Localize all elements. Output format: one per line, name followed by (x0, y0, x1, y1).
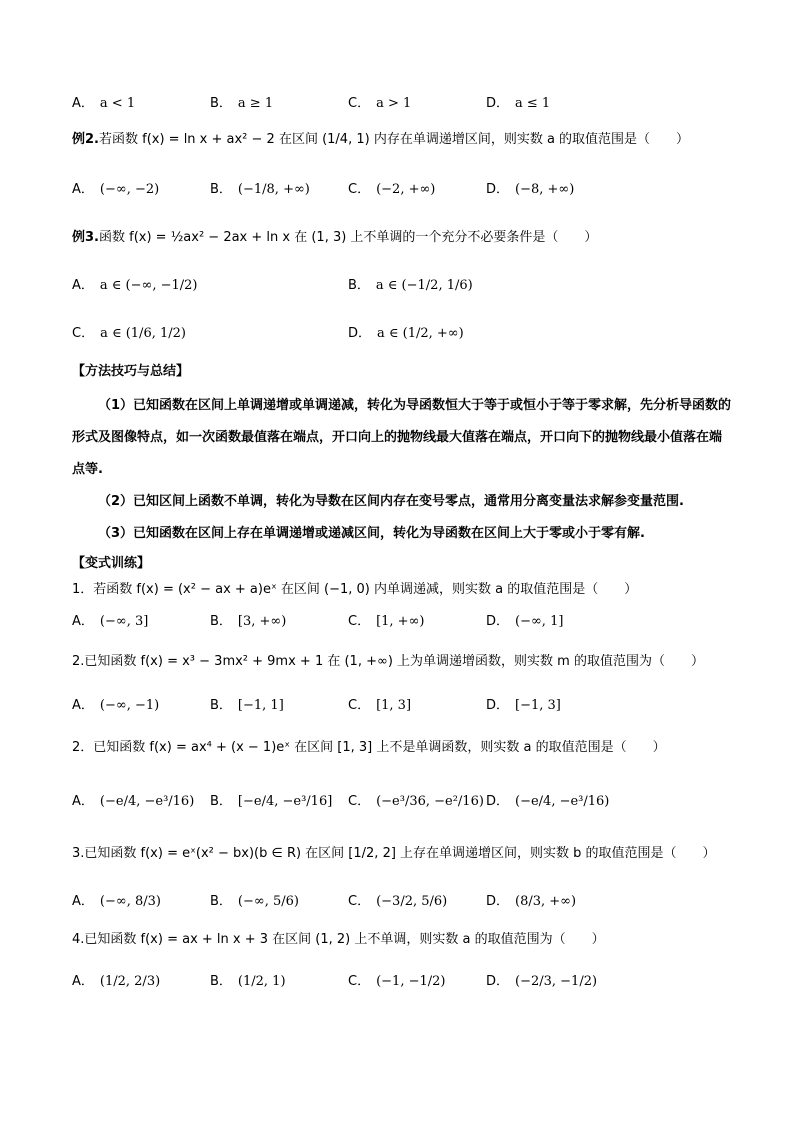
methods-paragraph-2: （2）已知区间上函数不单调，转化为导数在区间内存在变号零点，通常用分离变量法求解参变量范围. (98, 494, 684, 509)
option-c: C． (−1, −1/2) (348, 974, 446, 989)
practice-q2b-stem: 2．已知函数 f(x) = ax⁴ + (x − 1)eˣ 在区间 [1, 3] 上不是单调函数，则实数 a 的取值范围是（ ） (72, 740, 666, 755)
option-c: C． a > 1 (348, 96, 412, 111)
option-a: A． a ∈ (−∞, −1/2) (72, 278, 198, 293)
practice-q4-stem: 4.已知函数 f(x) = ax + ln x + 3 在区间 (1, 2) 上不单调，则实数 a 的取值范围为（ ） (72, 932, 605, 947)
option-a: A． (−e/4, −e³/16) (72, 794, 195, 809)
option-b: B． [−1, 1] (210, 698, 284, 713)
option-b: B． (1/2, 1) (210, 974, 286, 989)
option-c: C． (−2, +∞) (348, 182, 436, 197)
option-b: B． (−1/8, +∞) (210, 182, 310, 197)
option-a: A． (−∞, 3] (72, 614, 149, 629)
option-a: A． a < 1 (72, 96, 136, 111)
option-a: A． (−∞, 8/3) (72, 894, 161, 909)
example-3-stem: 例3.函数 f(x) = ½ax² − 2ax + ln x 在 (1, 3) 上不单调的一个充分不必要条件是（ ） (72, 230, 598, 245)
option-d: D． (8/3, +∞) (486, 894, 577, 909)
option-d: D． [−1, 3] (486, 698, 561, 713)
option-c: C． (−3/2, 5/6) (348, 894, 448, 909)
option-a: A． (−∞, −2) (72, 182, 160, 197)
option-d: D． (−8, +∞) (486, 182, 575, 197)
option-d: D． a ≤ 1 (486, 96, 551, 111)
methods-paragraph-3: （3）已知函数在区间上存在单调递增或递减区间，转化为导函数在区间上大于零或小于零有解. (98, 526, 645, 541)
option-d: D． (−2/3, −1/2) (486, 974, 598, 989)
option-b: B． a ∈ (−1/2, 1/6) (348, 278, 473, 293)
option-d: D． (−∞, 1] (486, 614, 564, 629)
option-c: C． (−e³/36, −e²/16) (348, 794, 484, 809)
methods-paragraph-1: （1）已知函数在区间上单调递增或单调递减，转化为导函数恒大于等于或恒小于等于零求解，先分析导函数的形式及图像特点，如一次函数最值落在端点，开口向上的抛物线最大值落在端点，开口向下的抛物线最小值落在端点等. (72, 398, 732, 477)
option-c: C． [1, +∞) (348, 614, 425, 629)
option-a: A． (−∞, −1) (72, 698, 160, 713)
methods-heading: 【方法技巧与总结】 (72, 364, 190, 379)
option-b: B． [−e/4, −e³/16] (210, 794, 333, 809)
practice-q2a-stem: 2.已知函数 f(x) = x³ − 3mx² + 9mx + 1 在 (1, +∞) 上为单调递增函数，则实数 m 的取值范围为（ ） (72, 654, 704, 669)
practice-q1-stem: 1．若函数 f(x) = (x² − ax + a)eˣ 在区间 (−1, 0) 内单调递减，则实数 a 的取值范围是（ ） (72, 582, 638, 597)
option-a: A． (1/2, 2/3) (72, 974, 161, 989)
practice-q3-stem: 3.已知函数 f(x) = eˣ(x² − bx)(b ∈ R) 在区间 [1/2, 2] 上存在单调递增区间，则实数 b 的取值范围是（ ） (72, 846, 716, 861)
option-c: C． [1, 3] (348, 698, 412, 713)
option-b: B． (−∞, 5/6) (210, 894, 299, 909)
practice-heading: 【变式训练】 (72, 556, 151, 571)
option-b: B． a ≥ 1 (210, 96, 274, 111)
example-2-stem: 例2.若函数 f(x) = ln x + ax² − 2 在区间 (1/4, 1) 内存在单调递增区间，则实数 a 的取值范围是（ ） (72, 132, 690, 147)
option-d: D． (−e/4, −e³/16) (486, 794, 610, 809)
option-b: B． [3, +∞) (210, 614, 287, 629)
option-d: D． a ∈ (1/2, +∞) (348, 326, 464, 341)
option-c: C． a ∈ (1/6, 1/2) (72, 326, 186, 341)
